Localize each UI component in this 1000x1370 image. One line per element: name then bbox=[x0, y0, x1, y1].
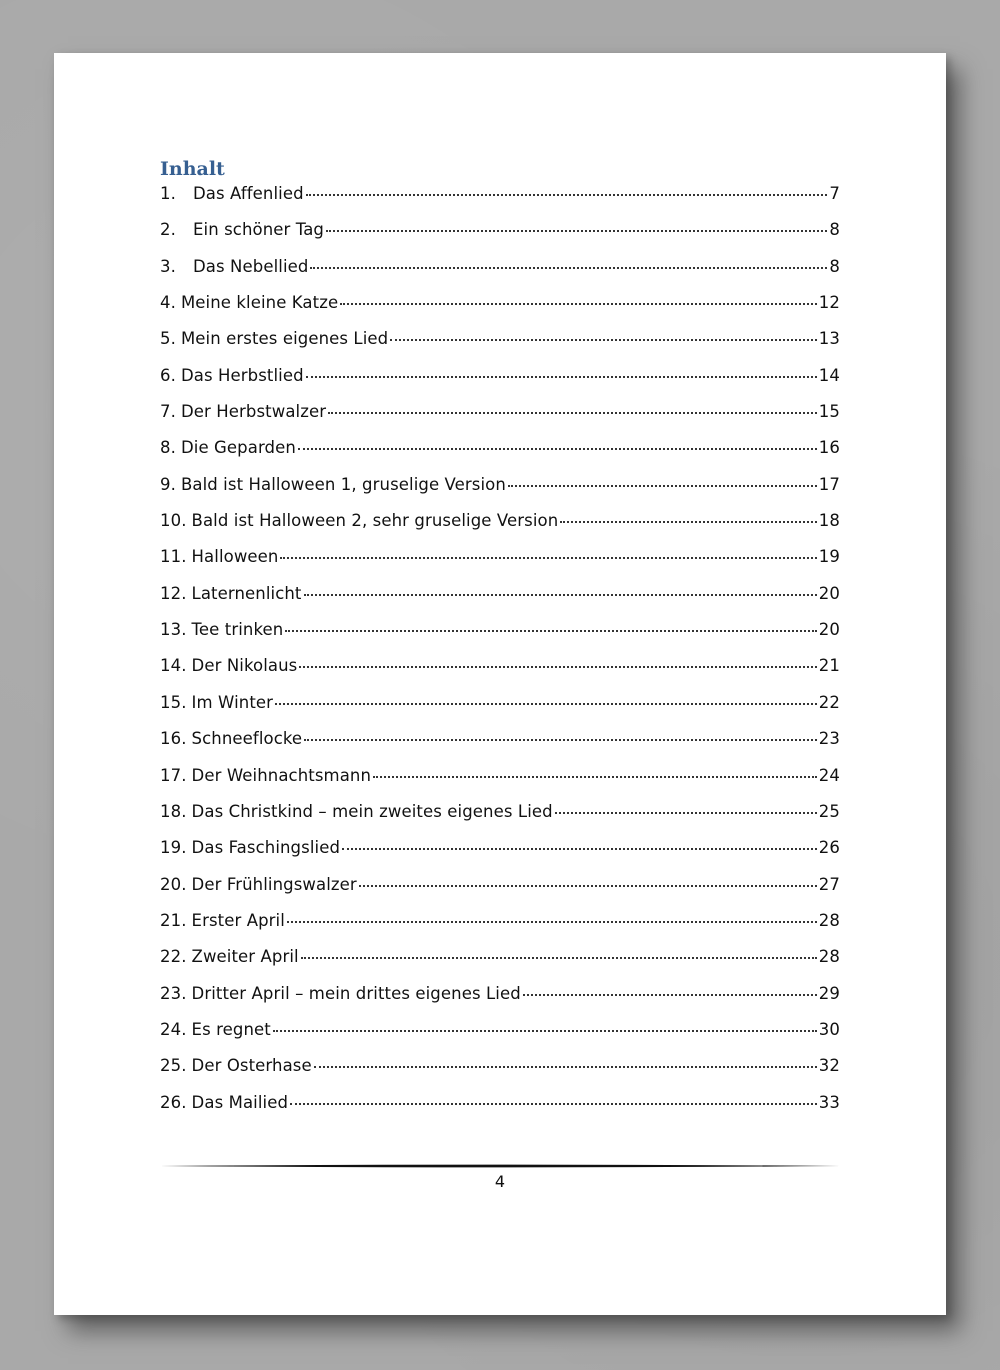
dot-leader bbox=[298, 448, 817, 450]
dot-leader bbox=[340, 303, 817, 305]
toc-entry[interactable] bbox=[160, 693, 840, 729]
toc-entry-number: 13. bbox=[160, 620, 187, 640]
toc-entry-title: Das Affenlied bbox=[193, 184, 304, 203]
toc-entry[interactable] bbox=[160, 802, 840, 838]
dot-leader bbox=[306, 194, 828, 196]
dot-leader bbox=[306, 376, 817, 378]
toc-entry-title: Schneeflocke bbox=[191, 729, 303, 749]
dot-leader bbox=[508, 485, 817, 487]
dot-leader bbox=[326, 230, 827, 232]
dot-leader bbox=[314, 1066, 817, 1068]
toc-entry[interactable] bbox=[160, 366, 840, 402]
toc-entry-page: 23 bbox=[818, 729, 840, 749]
dot-leader bbox=[373, 776, 817, 778]
dot-leader bbox=[342, 848, 817, 850]
toc-entry[interactable] bbox=[160, 293, 840, 329]
toc-entry-page: 28 bbox=[818, 910, 840, 930]
dot-leader bbox=[287, 921, 817, 923]
toc-entry-number: 11. bbox=[160, 547, 187, 567]
toc-entry-title: Der Nikolaus bbox=[191, 656, 298, 676]
toc-entry-title: Mein erstes eigenes Lied bbox=[180, 329, 389, 349]
toc-entry-number: 14. bbox=[160, 656, 187, 676]
table-of-contents bbox=[160, 184, 840, 1129]
dot-leader bbox=[290, 1103, 817, 1105]
toc-entry[interactable] bbox=[160, 1056, 840, 1092]
toc-entry-number: 6. bbox=[160, 365, 176, 385]
toc-entry-title: Dritter April – mein drittes eigenes Lied bbox=[191, 983, 521, 1003]
toc-entry[interactable] bbox=[160, 584, 840, 620]
toc-entry-page: 8 bbox=[829, 256, 840, 276]
page-number: 4 bbox=[494, 1172, 506, 1191]
dot-leader bbox=[285, 630, 816, 632]
dot-leader bbox=[301, 957, 817, 959]
toc-entry-number: 26. bbox=[160, 1092, 187, 1112]
toc-entry-number: 1. bbox=[160, 184, 176, 203]
toc-entry-number: 3. bbox=[160, 256, 176, 276]
dot-leader bbox=[523, 994, 817, 996]
toc-entry[interactable] bbox=[160, 475, 840, 511]
toc-entry-page: 25 bbox=[818, 801, 840, 821]
toc-entry-number: 10. bbox=[160, 511, 187, 531]
toc-entry[interactable] bbox=[160, 329, 840, 365]
toc-entry-number: 20. bbox=[160, 874, 187, 894]
toc-entry-page: 15 bbox=[818, 402, 840, 422]
toc-entry-page: 26 bbox=[818, 838, 840, 858]
toc-entry-number: 8. bbox=[160, 438, 176, 458]
toc-entry-page: 13 bbox=[818, 329, 840, 349]
toc-entry-page: 12 bbox=[818, 293, 840, 313]
toc-entry-page: 30 bbox=[818, 1019, 840, 1039]
toc-entry-page: 28 bbox=[818, 947, 840, 967]
toc-entry-title: Bald ist Halloween 1, gruselige Version bbox=[180, 474, 506, 494]
dot-leader bbox=[273, 1030, 817, 1032]
toc-entry-number: 22. bbox=[160, 947, 187, 967]
toc-entry[interactable] bbox=[160, 438, 840, 474]
toc-entry-title: Es regnet bbox=[191, 1019, 271, 1039]
toc-entry-number: 12. bbox=[160, 583, 187, 603]
dot-leader bbox=[299, 666, 816, 668]
dot-leader bbox=[560, 521, 817, 523]
toc-entry-page: 24 bbox=[818, 765, 840, 785]
toc-entry[interactable] bbox=[160, 184, 840, 220]
dot-leader bbox=[555, 812, 817, 814]
toc-entry-title: Bald ist Halloween 2, sehr gruselige Version bbox=[191, 511, 559, 531]
toc-entry[interactable] bbox=[160, 1093, 840, 1129]
toc-entry-title: Halloween bbox=[191, 547, 279, 567]
toc-entry-page: 32 bbox=[818, 1056, 840, 1076]
toc-entry[interactable] bbox=[160, 1020, 840, 1056]
toc-entry[interactable] bbox=[160, 729, 840, 765]
toc-entry-page: 20 bbox=[818, 620, 840, 640]
toc-entry-page: 20 bbox=[818, 583, 840, 603]
toc-entry-title: Der Weihnachtsmann bbox=[191, 765, 372, 785]
toc-entry-page: 7 bbox=[829, 184, 840, 203]
toc-entry-title: Das Herbstlied bbox=[180, 365, 304, 385]
toc-entry-number: 16. bbox=[160, 729, 187, 749]
toc-entry-page: 21 bbox=[818, 656, 840, 676]
toc-entry-title: Erster April bbox=[191, 910, 285, 930]
dot-leader bbox=[304, 594, 817, 596]
toc-entry-page: 29 bbox=[818, 983, 840, 1003]
toc-entry-title: Der Herbstwalzer bbox=[180, 402, 327, 422]
toc-entry-title: Das Christkind – mein zweites eigenes Lied bbox=[191, 801, 553, 821]
toc-entry[interactable] bbox=[160, 875, 840, 911]
toc-entry-number: 7. bbox=[160, 402, 176, 422]
toc-entry[interactable] bbox=[160, 911, 840, 947]
toc-entry[interactable] bbox=[160, 984, 840, 1020]
toc-entry[interactable] bbox=[160, 257, 840, 293]
toc-entry-number: 21. bbox=[160, 910, 187, 930]
dot-leader bbox=[304, 739, 817, 741]
toc-entry-page: 27 bbox=[818, 874, 840, 894]
dot-leader bbox=[280, 557, 816, 559]
toc-entry[interactable] bbox=[160, 766, 840, 802]
toc-entry-title: Ein schöner Tag bbox=[193, 220, 325, 240]
toc-entry-number: 24. bbox=[160, 1019, 187, 1039]
toc-entry-page: 19 bbox=[818, 547, 840, 567]
toc-entry-title: Das Faschingslied bbox=[191, 838, 341, 858]
dot-leader bbox=[390, 339, 817, 341]
dot-leader bbox=[310, 267, 827, 269]
toc-entry-title: Das Nebellied bbox=[193, 256, 309, 276]
toc-entry-page: 8 bbox=[829, 220, 840, 240]
dot-leader bbox=[359, 885, 817, 887]
toc-entry-title: Meine kleine Katze bbox=[180, 293, 339, 313]
toc-entry-title: Zweiter April bbox=[191, 947, 299, 967]
toc-entry[interactable] bbox=[160, 511, 840, 547]
toc-entry-number: 9. bbox=[160, 474, 176, 494]
toc-entry-number: 25. bbox=[160, 1056, 187, 1076]
toc-entry-number: 17. bbox=[160, 765, 187, 785]
toc-entry-title: Im Winter bbox=[191, 692, 274, 712]
toc-entry-number: 23. bbox=[160, 983, 187, 1003]
toc-entry-number: 19. bbox=[160, 838, 187, 858]
toc-heading: Inhalt bbox=[160, 158, 225, 180]
toc-entry-title: Tee trinken bbox=[191, 620, 284, 640]
toc-entry-number: 18. bbox=[160, 801, 187, 821]
toc-entry-page: 17 bbox=[818, 474, 840, 494]
toc-entry-number: 5. bbox=[160, 329, 176, 349]
toc-entry-title: Laternenlicht bbox=[191, 583, 302, 603]
toc-entry[interactable] bbox=[160, 947, 840, 983]
toc-entry-page: 16 bbox=[818, 438, 840, 458]
toc-entry-number: 2. bbox=[160, 220, 176, 240]
toc-entry-number: 4. bbox=[160, 293, 176, 313]
document-page bbox=[54, 53, 946, 1315]
dot-leader bbox=[328, 412, 817, 414]
toc-entry[interactable] bbox=[160, 838, 840, 874]
toc-entry[interactable] bbox=[160, 402, 840, 438]
toc-entry-title: Das Mailied bbox=[191, 1092, 289, 1112]
dot-leader bbox=[275, 703, 817, 705]
toc-entry[interactable] bbox=[160, 656, 840, 692]
footer-divider bbox=[160, 1162, 840, 1170]
toc-entry-title: Die Geparden bbox=[180, 438, 296, 458]
toc-entry[interactable] bbox=[160, 547, 840, 583]
toc-entry-page: 14 bbox=[818, 365, 840, 385]
toc-entry-page: 22 bbox=[818, 692, 840, 712]
toc-entry-number: 15. bbox=[160, 692, 187, 712]
toc-entry[interactable] bbox=[160, 220, 840, 256]
toc-entry-page: 33 bbox=[818, 1092, 840, 1112]
toc-entry-title: Der Osterhase bbox=[191, 1056, 312, 1076]
toc-entry-page: 18 bbox=[818, 511, 840, 531]
toc-entry[interactable] bbox=[160, 620, 840, 656]
toc-entry-title: Der Frühlingswalzer bbox=[191, 874, 357, 894]
